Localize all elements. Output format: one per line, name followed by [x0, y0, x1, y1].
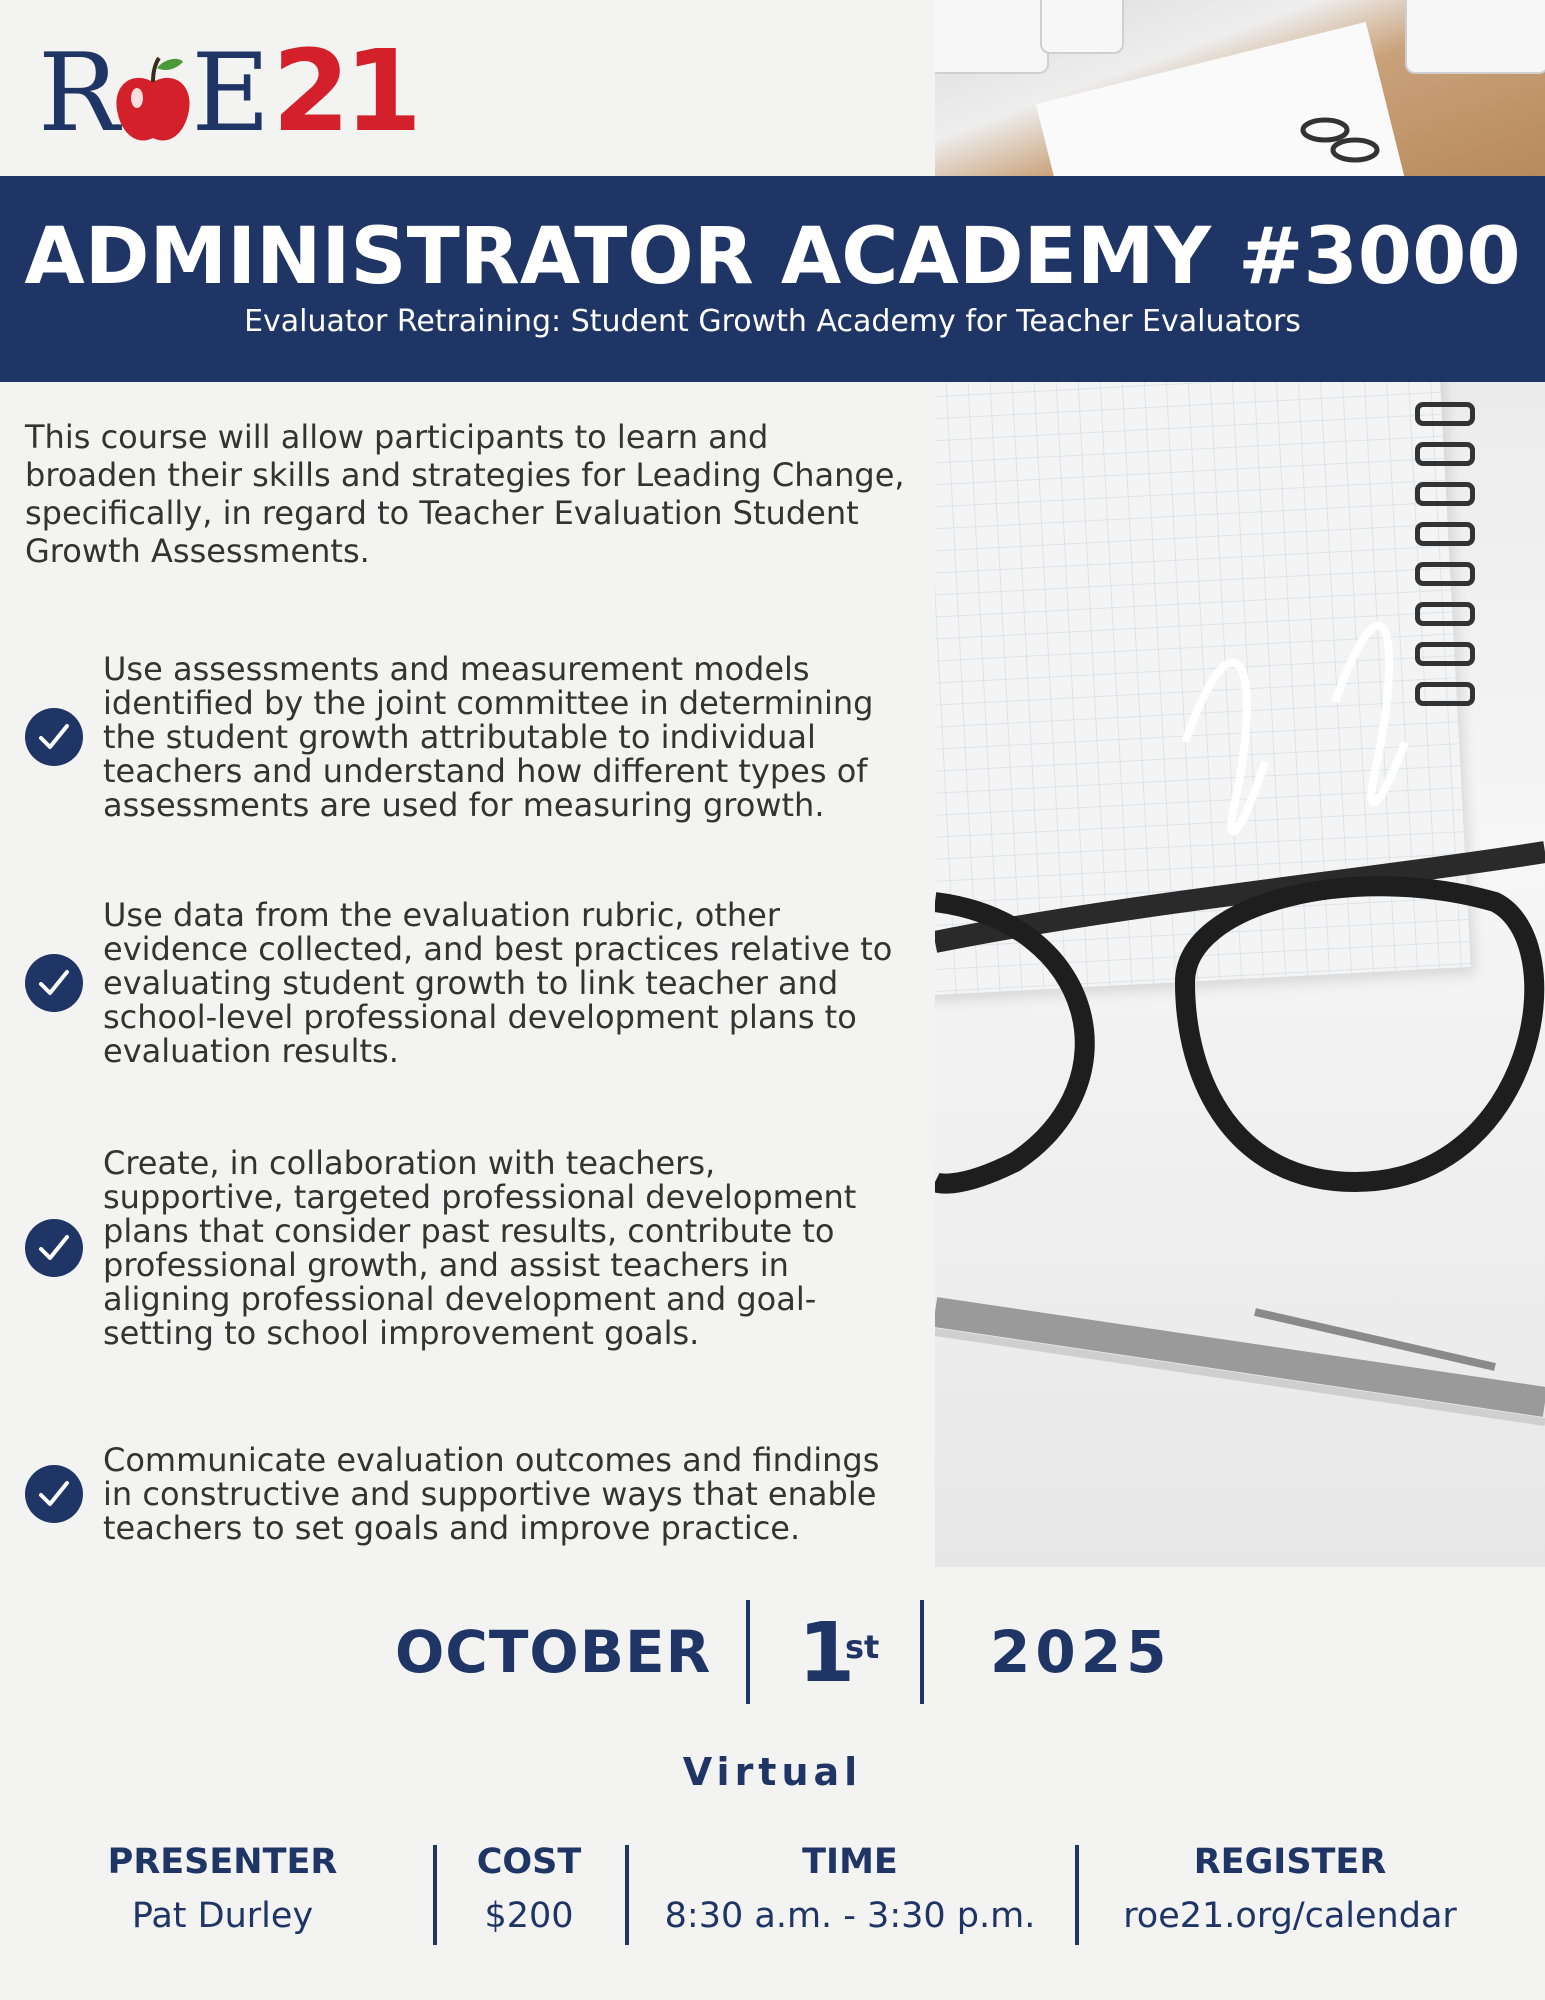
date-year: 2025: [990, 1618, 1172, 1686]
objective-item: [25, 1424, 905, 1564]
cost-value: $200: [484, 1896, 574, 1936]
objective-text: Create, in collaboration with teachers, supportive, targeted professional development plans that consider past results, contribute to professional growth, and assist teachers in aligning professional development and goal-setting to school improvement goals.: [103, 1143, 857, 1352]
objective-text: Communicate evaluation outcomes and findings in constructive and supportive ways that enable teachers to set goals and improve practice.: [103, 1441, 880, 1547]
logo-letter-r: R: [38, 31, 116, 156]
check-circle-icon: [25, 1465, 83, 1523]
divider: [625, 1845, 629, 1945]
event-location: Virtual: [682, 1750, 863, 1794]
logo-number: 21: [272, 27, 417, 157]
glasses-pen-photo: [935, 382, 1545, 1567]
title-banner: [0, 176, 1545, 382]
objective-item: [25, 897, 905, 1069]
roe21-logo: [38, 27, 417, 157]
presenter-value: Pat Durley: [131, 1896, 314, 1936]
page-title: ADMINISTRATOR ACADEMY #3000: [24, 212, 1521, 302]
objective-item: [25, 1125, 905, 1370]
divider: [433, 1845, 437, 1945]
apple-icon: [113, 52, 193, 148]
course-description: This course will allow participants to learn and broaden their skills and strategies for Leading Change, specifically, in regard to Teacher Evaluation Student Growth Assessments.: [25, 418, 905, 570]
objective-text: Use data from the evaluation rubric, other evidence collected, and best practices relative to evaluating student growth to link teacher and school-level professional development plans to evaluation results.: [103, 896, 893, 1070]
register-label: REGISTER: [1193, 1842, 1387, 1882]
check-circle-icon: [25, 1219, 83, 1277]
keyboard-notebook-photo: [935, 0, 1545, 176]
time-label: TIME: [802, 1842, 898, 1882]
divider: [1075, 1845, 1079, 1945]
page-subtitle: Evaluator Retraining: Student Growth Academy for Teacher Evaluators: [244, 304, 1301, 339]
cost-info: [455, 1842, 603, 1936]
divider: [920, 1600, 924, 1704]
check-circle-icon: [25, 954, 83, 1012]
check-circle-icon: [25, 708, 83, 766]
spiral-binding-icon: [1285, 100, 1405, 176]
objective-item: [25, 632, 905, 842]
presenter-label: PRESENTER: [107, 1842, 338, 1882]
time-info: [650, 1842, 1050, 1936]
time-value: 8:30 a.m. - 3:30 p.m.: [664, 1896, 1036, 1936]
divider: [746, 1600, 750, 1704]
glasses-icon: [935, 382, 1545, 1567]
event-date: [0, 1600, 1545, 1704]
date-month: OCTOBER: [395, 1618, 712, 1686]
presenter-info: [100, 1842, 345, 1936]
register-link[interactable]: roe21.org/calendar: [1123, 1896, 1457, 1936]
objective-text: Use assessments and measurement models identified by the joint committee in determining the student growth attributable to individual teachers and understand how different types of assessments are used for measuring growth.: [103, 650, 874, 824]
register-info: [1095, 1842, 1485, 1936]
logo-letter-e: E: [191, 31, 267, 156]
date-suffix: st: [845, 1628, 880, 1666]
date-day: 1: [798, 1606, 856, 1701]
cost-label: COST: [476, 1842, 582, 1882]
